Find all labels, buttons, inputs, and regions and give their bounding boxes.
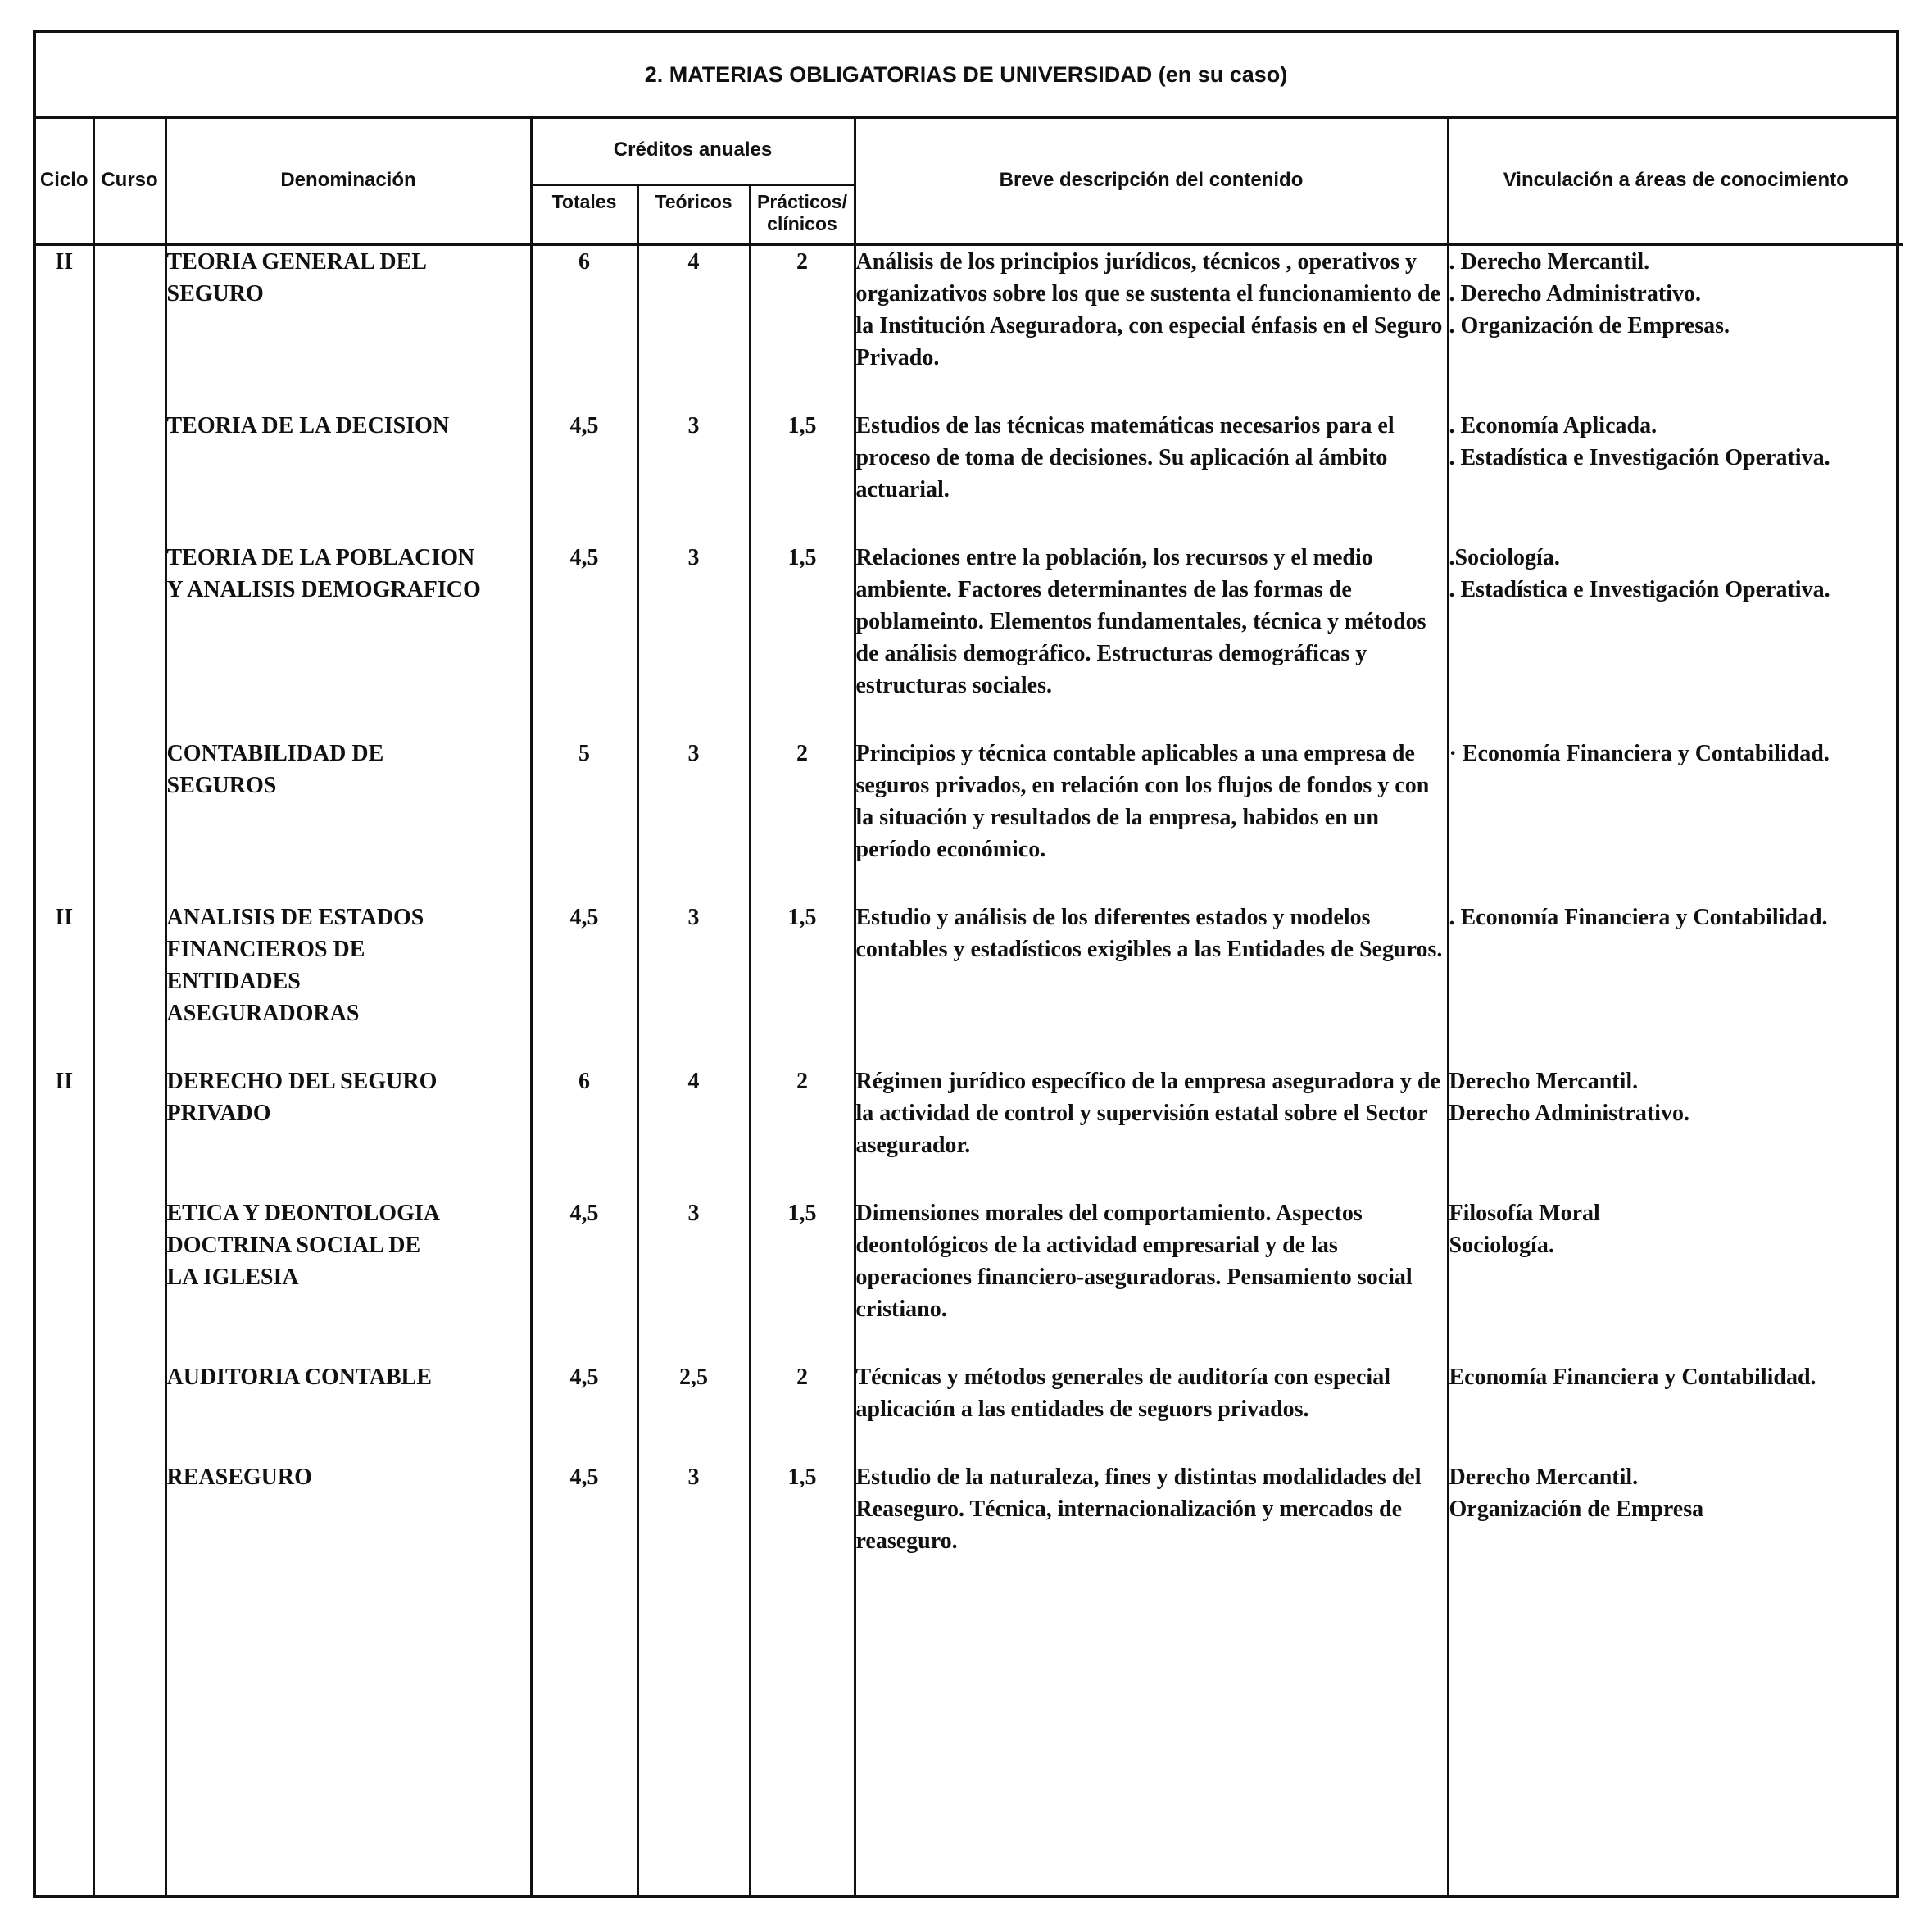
description-text: Régimen jurídico específico de la empresa aseguradora y de la actividad de control y supervisión estatal sobre el Sector asegurador. [855, 1069, 1440, 1158]
totales-value: 6 [578, 1069, 590, 1094]
description-text: Estudios de las técnicas matemáticas necesarios para el proceso de toma de decisiones. Su aplicación al ámbito actuarial. [855, 413, 1395, 502]
subject-name-line: PRIVADO [166, 1101, 271, 1126]
totales-cell [533, 246, 637, 374]
totales-cell [533, 410, 637, 506]
header-creditos: Créditos anuales [531, 116, 855, 185]
description-text: Principios y técnica contable aplicables a una empresa de seguros privados, en relación con los flujos de fondos y con la situación y resultados de la empresa, habidos en un período económico. [855, 741, 1430, 862]
totales-value: 6 [578, 249, 590, 275]
areas-cell [1449, 410, 1903, 506]
column-descripcion [855, 245, 1448, 1899]
description-cell [856, 1361, 1447, 1425]
description-text: Análisis de los principios jurídicos, técnicos , operativos y organizativos sobre los que se sustenta el funcionamiento de la Institución Aseguradora, con especial énfasis en el Seguro Privado. [855, 249, 1443, 370]
totales-cell [533, 738, 637, 865]
description-cell [856, 246, 1447, 374]
practicos-value: 1,5 [787, 905, 817, 930]
totales-cell [533, 1361, 637, 1425]
practicos-cell [751, 1361, 854, 1425]
document-sheet [33, 30, 1899, 1898]
practicos-cell [751, 1197, 854, 1325]
subjects-table [36, 116, 1903, 1898]
area-item: . Organización de Empresas. [1449, 313, 1730, 338]
ciclo-cell [36, 1197, 93, 1325]
description-text: Relaciones entre la población, los recursos y el medio ambiente. Factores determinantes de las formas de poblameinto. Elementos fundamentales, técnica y métodos de análisis demográfico. Estructuras demográficas y estructuras sociales. [855, 545, 1426, 698]
area-item: Derecho Mercantil. [1449, 1069, 1639, 1094]
teoricos-cell [639, 738, 749, 865]
subject-name-line: SEGURO [166, 281, 264, 307]
header-curso: Curso [93, 116, 166, 245]
practicos-value: 2 [796, 249, 808, 275]
subject-name-cell [167, 1361, 530, 1425]
practicos-value: 2 [796, 1365, 808, 1390]
description-cell [856, 901, 1447, 1029]
column-teoricos [637, 245, 750, 1899]
description-cell [856, 1065, 1447, 1161]
areas-cell [1449, 1461, 1903, 1557]
description-text: Estudio y análisis de los diferentes estados y modelos contables y estadísticos exigibles a las Entidades de Seguros. [855, 905, 1443, 962]
totales-value: 4,5 [569, 545, 599, 570]
subject-name-line: ANALISIS DE ESTADOS [166, 905, 424, 930]
subject-name-line: DERECHO DEL SEGURO [166, 1069, 438, 1094]
subject-name-line: CONTABILIDAD DE [166, 741, 384, 766]
practicos-cell [751, 901, 854, 1029]
area-item: . Estadística e Investigación Operativa. [1449, 577, 1830, 602]
area-item: Filosofía Moral [1449, 1201, 1600, 1226]
practicos-value: 1,5 [787, 413, 817, 438]
teoricos-value: 4 [687, 1069, 700, 1094]
teoricos-cell [639, 1461, 749, 1557]
totales-cell [533, 542, 637, 702]
ciclo-value: II [55, 249, 74, 275]
column-ciclo [36, 245, 93, 1899]
subject-name-cell [167, 410, 530, 506]
area-item: · Economía Financiera y Contabilidad. [1449, 741, 1830, 766]
practicos-value: 2 [796, 741, 808, 766]
practicos-cell [751, 1065, 854, 1161]
area-item: . Economía Financiera y Contabilidad. [1449, 905, 1828, 930]
ciclo-cell [36, 1461, 93, 1557]
header-vinculacion: Vinculación a áreas de conocimiento [1448, 116, 1903, 245]
column-vinculacion [1448, 245, 1903, 1899]
area-item: . Derecho Mercantil. [1449, 249, 1650, 275]
ciclo-cell [36, 738, 93, 865]
header-descripcion: Breve descripción del contenido [855, 116, 1448, 245]
practicos-value: 1,5 [787, 1465, 817, 1490]
subject-name-cell [167, 1461, 530, 1557]
area-item: .Sociología. [1449, 545, 1560, 570]
teoricos-value: 3 [687, 1465, 700, 1490]
ciclo-cell [36, 901, 93, 1029]
column-denominacion [166, 245, 531, 1899]
teoricos-cell [639, 542, 749, 702]
practicos-cell [751, 410, 854, 506]
teoricos-cell [639, 1065, 749, 1161]
header-practicos: Prácticos/ clínicos [750, 185, 855, 245]
description-cell [856, 410, 1447, 506]
teoricos-cell [639, 410, 749, 506]
ciclo-cell [36, 246, 93, 374]
areas-cell [1449, 901, 1903, 1029]
ciclo-cell [36, 410, 93, 506]
practicos-cell [751, 246, 854, 374]
teoricos-cell [639, 1361, 749, 1425]
ciclo-cell [36, 1065, 93, 1161]
subject-name-line: TEORIA DE LA DECISION [166, 413, 450, 438]
area-item: Organización de Empresa [1449, 1496, 1704, 1522]
teoricos-cell [639, 1197, 749, 1325]
totales-value: 4,5 [569, 1365, 599, 1390]
subject-name-line: ENTIDADES [166, 969, 301, 994]
subject-name-cell [167, 542, 530, 702]
area-item: Sociología. [1449, 1233, 1554, 1258]
subject-name-line: TEORIA GENERAL DEL [166, 249, 427, 275]
subject-name-cell [167, 246, 530, 374]
header-ciclo: Ciclo [36, 116, 93, 245]
description-cell [856, 1197, 1447, 1325]
totales-cell [533, 1065, 637, 1161]
ciclo-cell [36, 1361, 93, 1425]
totales-value: 5 [578, 741, 590, 766]
teoricos-cell [639, 246, 749, 374]
teoricos-value: 3 [687, 741, 700, 766]
teoricos-value: 3 [687, 413, 700, 438]
header-teoricos: Teóricos [637, 185, 750, 245]
subject-name-cell [167, 1065, 530, 1161]
document-title: 2. MATERIAS OBLIGATORIAS DE UNIVERSIDAD (en su caso) [36, 33, 1896, 119]
teoricos-value: 3 [687, 1201, 700, 1226]
totales-value: 4,5 [569, 413, 599, 438]
practicos-cell [751, 738, 854, 865]
practicos-value: 2 [796, 1069, 808, 1094]
totales-value: 4,5 [569, 905, 599, 930]
areas-cell [1449, 1361, 1903, 1425]
totales-value: 4,5 [569, 1201, 599, 1226]
subject-name-line: Y ANALISIS DEMOGRAFICO [166, 577, 481, 602]
subject-name-line: ETICA Y DEONTOLOGIA [166, 1201, 440, 1226]
totales-cell [533, 901, 637, 1029]
subject-name-cell [167, 1197, 530, 1325]
practicos-cell [751, 1461, 854, 1557]
description-text: Técnicas y métodos generales de auditoría con especial aplicación a las entidades de seguors privados. [855, 1365, 1390, 1422]
description-cell [856, 738, 1447, 865]
column-totales [531, 245, 637, 1899]
subject-name-cell [167, 901, 530, 1029]
totales-value: 4,5 [569, 1465, 599, 1490]
column-practicos [750, 245, 855, 1899]
areas-cell [1449, 542, 1903, 702]
description-cell [856, 542, 1447, 702]
subject-name-line: AUDITORIA CONTABLE [166, 1365, 432, 1390]
description-text: Estudio de la naturaleza, fines y distintas modalidades del Reaseguro. Técnica, internacionalización y mercados de reaseguro. [855, 1465, 1422, 1554]
subject-name-line: ASEGURADORAS [166, 1001, 360, 1026]
areas-cell [1449, 1197, 1903, 1325]
areas-cell [1449, 246, 1903, 374]
teoricos-cell [639, 901, 749, 1029]
subject-name-line: SEGUROS [166, 773, 277, 798]
practicos-value: 1,5 [787, 1201, 817, 1226]
subject-name-line: REASEGURO [166, 1465, 312, 1490]
totales-cell [533, 1197, 637, 1325]
teoricos-value: 3 [687, 905, 700, 930]
description-cell [856, 1461, 1447, 1557]
teoricos-value: 2,5 [679, 1365, 708, 1390]
subject-name-line: FINANCIEROS DE [166, 937, 365, 962]
ciclo-value: II [55, 905, 74, 930]
area-item: . Derecho Administrativo. [1449, 281, 1701, 307]
practicos-cell [751, 542, 854, 702]
subject-name-line: DOCTRINA SOCIAL DE [166, 1233, 421, 1258]
column-curso [93, 245, 166, 1899]
header-totales: Totales [531, 185, 637, 245]
practicos-value: 1,5 [787, 545, 817, 570]
area-item: Derecho Administrativo. [1449, 1101, 1689, 1126]
ciclo-value: II [55, 1069, 74, 1094]
subject-name-cell [167, 738, 530, 865]
description-text: Dimensiones morales del comportamiento. Aspectos deontológicos de la actividad empresarial y de las operaciones financiero-aseguradoras. Pensamiento social cristiano. [855, 1201, 1413, 1322]
subject-name-line: TEORIA DE LA POBLACION [166, 545, 475, 570]
header-denominacion: Denominación [166, 116, 531, 245]
area-item: Economía Financiera y Contabilidad. [1449, 1365, 1816, 1390]
teoricos-value: 4 [687, 249, 700, 275]
areas-cell [1449, 738, 1903, 865]
totales-cell [533, 1461, 637, 1557]
teoricos-value: 3 [687, 545, 700, 570]
area-item: Derecho Mercantil. [1449, 1465, 1639, 1490]
subject-name-line: LA IGLESIA [166, 1265, 299, 1290]
areas-cell [1449, 1065, 1903, 1161]
area-item: . Economía Aplicada. [1449, 413, 1658, 438]
ciclo-cell [36, 542, 93, 702]
area-item: . Estadística e Investigación Operativa. [1449, 445, 1830, 470]
